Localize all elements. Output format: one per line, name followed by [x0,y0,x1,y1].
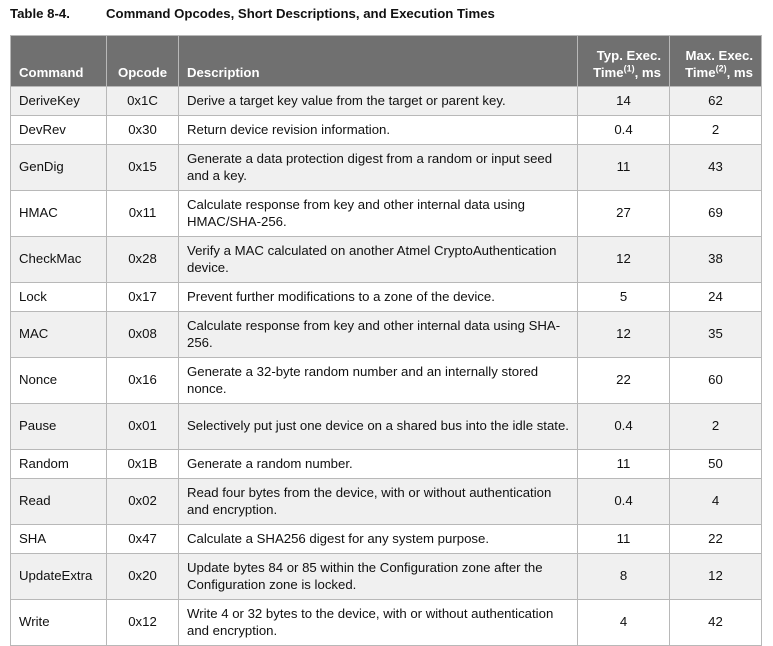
command-cell: UpdateExtra [11,554,107,600]
header-typ-exec-time [578,36,670,87]
command-cell: Random [11,450,107,479]
header-max-time: Time [685,64,716,80]
description-cell: Generate a random number. [179,450,578,479]
max-time-cell: 69 [670,191,762,237]
description-cell: Selectively put just one device on a shared bus into the idle state. [179,404,578,450]
max-time-cell: 4 [670,479,762,525]
opcode-cell: 0x1B [107,450,179,479]
max-time-cell: 22 [670,525,762,554]
opcode-cell: 0x08 [107,312,179,358]
table-row [11,237,762,283]
command-cell: Pause [11,404,107,450]
typ-time-cell: 0.4 [578,479,670,525]
opcode-cell: 0x1C [107,87,179,116]
header-typ-unit: , ms [634,64,661,80]
typ-time-cell: 11 [578,525,670,554]
command-cell: CheckMac [11,237,107,283]
command-cell: DeriveKey [11,87,107,116]
header-max-footnote: (2) [715,63,727,74]
max-time-cell: 43 [670,145,762,191]
table-row [11,358,762,404]
max-time-cell: 42 [670,600,762,646]
command-cell: GenDig [11,145,107,191]
command-cell: Lock [11,283,107,312]
command-cell: Read [11,479,107,525]
header-command: Command [11,36,107,87]
max-time-cell: 62 [670,87,762,116]
command-cell: MAC [11,312,107,358]
opcode-cell: 0x17 [107,283,179,312]
opcode-cell: 0x15 [107,145,179,191]
typ-time-cell: 22 [578,358,670,404]
description-cell: Calculate a SHA256 digest for any system purpose. [179,525,578,554]
description-cell: Generate a 32-byte random number and an internally stored nonce. [179,358,578,404]
description-cell: Read four bytes from the device, with or without authentication and encryption. [179,479,578,525]
opcode-cell: 0x47 [107,525,179,554]
table-row [11,312,762,358]
table-row [11,554,762,600]
header-typ-footnote: (1) [623,63,635,74]
typ-time-cell: 0.4 [578,404,670,450]
opcode-cell: 0x11 [107,191,179,237]
typ-time-cell: 4 [578,600,670,646]
typ-time-cell: 11 [578,450,670,479]
table-row [11,145,762,191]
command-cell: SHA [11,525,107,554]
max-time-cell: 38 [670,237,762,283]
opcode-cell: 0x20 [107,554,179,600]
max-time-cell: 35 [670,312,762,358]
opcode-cell: 0x28 [107,237,179,283]
header-description: Description [179,36,578,87]
header-typ-time: Time [593,64,624,80]
header-max-exec-time [670,36,762,87]
table-caption [10,6,495,21]
description-cell: Write 4 or 32 bytes to the device, with or without authentication and encryption. [179,600,578,646]
opcode-table [10,35,762,646]
opcode-cell: 0x01 [107,404,179,450]
typ-time-cell: 27 [578,191,670,237]
description-cell: Derive a target key value from the target or parent key. [179,87,578,116]
max-time-cell: 2 [670,116,762,145]
typ-time-cell: 5 [578,283,670,312]
typ-time-cell: 12 [578,237,670,283]
description-cell: Update bytes 84 or 85 within the Configuration zone after the Configuration zone is locked. [179,554,578,600]
description-cell: Generate a data protection digest from a random or input seed and a key. [179,145,578,191]
description-cell: Calculate response from key and other internal data using HMAC/SHA-256. [179,191,578,237]
typ-time-cell: 11 [578,145,670,191]
table-row [11,87,762,116]
description-cell: Prevent further modifications to a zone of the device. [179,283,578,312]
description-cell: Return device revision information. [179,116,578,145]
header-typ-line1: Typ. Exec. [596,48,661,63]
opcode-cell: 0x30 [107,116,179,145]
table-row [11,479,762,525]
table-row [11,116,762,145]
command-cell: Nonce [11,358,107,404]
header-row [11,36,762,87]
header-max-line1: Max. Exec. [685,48,753,63]
max-time-cell: 12 [670,554,762,600]
opcode-cell: 0x02 [107,479,179,525]
header-opcode: Opcode [107,36,179,87]
typ-time-cell: 8 [578,554,670,600]
table-number: Table 8-4. [10,6,70,21]
table-row [11,283,762,312]
max-time-cell: 2 [670,404,762,450]
command-cell: HMAC [11,191,107,237]
description-cell: Verify a MAC calculated on another Atmel CryptoAuthentication device. [179,237,578,283]
opcode-cell: 0x16 [107,358,179,404]
description-cell: Calculate response from key and other internal data using SHA-256. [179,312,578,358]
table-row [11,525,762,554]
opcode-cell: 0x12 [107,600,179,646]
typ-time-cell: 12 [578,312,670,358]
header-max-unit: , ms [726,64,753,80]
max-time-cell: 60 [670,358,762,404]
command-cell: Write [11,600,107,646]
typ-time-cell: 0.4 [578,116,670,145]
typ-time-cell: 14 [578,87,670,116]
table-row [11,450,762,479]
command-cell: DevRev [11,116,107,145]
table-row [11,191,762,237]
table-row [11,404,762,450]
max-time-cell: 50 [670,450,762,479]
table-title: Command Opcodes, Short Descriptions, and Execution Times [106,6,495,21]
max-time-cell: 24 [670,283,762,312]
